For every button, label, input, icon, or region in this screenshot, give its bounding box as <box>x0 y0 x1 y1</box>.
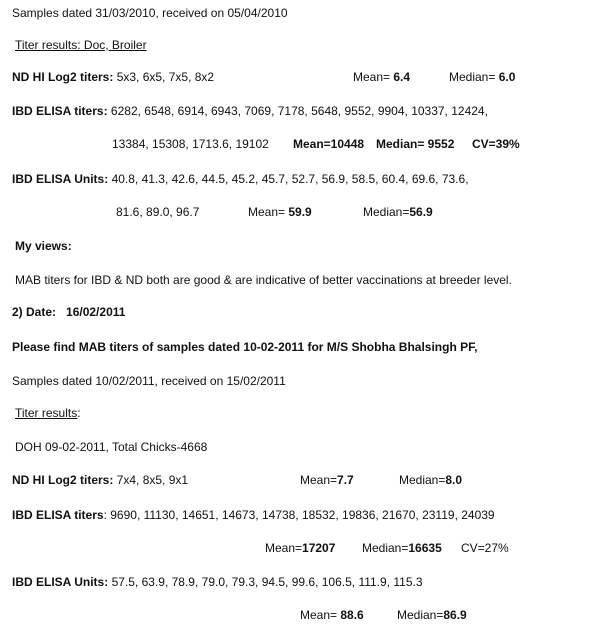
ibd-elisa-units-label-1: IBD ELISA Units: <box>12 172 109 186</box>
samples-dated-line-2 <box>12 374 286 388</box>
samples-dated-text-1: Samples dated 31/03/2010, received on 05/04/2010 <box>12 6 288 20</box>
nd-hi-label-2: ND HI Log2 titers: <box>12 473 114 487</box>
please-find-line <box>12 340 477 354</box>
ibd-elisa-units-median-value-1: 56.9 <box>409 205 433 219</box>
titer-results-label-2: Titer results <box>15 406 78 420</box>
ibd-elisa-units-median-label-1: Median= <box>363 205 410 219</box>
samples-dated-text-2: Samples dated 10/02/2011, received on 15/02/2011 <box>12 374 286 388</box>
nd-hi-mean-value-1: 6.4 <box>393 70 411 84</box>
ibd-elisa-units-mean-value-2: 88.6 <box>340 608 364 622</box>
nd-hi-label-1: ND HI Log2 titers: <box>12 70 114 84</box>
ibd-elisa-titers-values-1b: 13384, 15308, 1713.6, 19102 <box>112 137 269 151</box>
nd-hi-median-value-1: 6.0 <box>498 70 516 84</box>
ibd-elisa-titers-label-2: IBD ELISA titers <box>12 508 104 522</box>
titer-results-line-2 <box>15 406 81 420</box>
ibd-elisa-units-line-2 <box>12 575 423 589</box>
nd-hi-median-label-2: Median= <box>399 473 446 487</box>
ibd-elisa-units-median-label-2: Median= <box>397 608 444 622</box>
nd-hi-line-2 <box>12 473 188 487</box>
ibd-elisa-units-values-1a: 40.8, 41.3, 42.6, 44.5, 45.2, 45.7, 52.7, 56.9, 58.5, 60.4, 69.6, 73.6, <box>111 172 469 186</box>
my-views-body: MAB titers for IBD & ND both are good & are indicative of better vaccinations at breeder level. <box>15 273 512 287</box>
nd-hi-median-value-2: 8.0 <box>445 473 463 487</box>
titer-results-colon-2: : <box>77 406 81 420</box>
ibd-elisa-titers-label-1: IBD ELISA titers: <box>12 104 108 118</box>
my-views-text <box>15 273 512 287</box>
ibd-elisa-units-line-1b <box>116 205 199 219</box>
nd-hi-median-2 <box>399 473 462 487</box>
ibd-elisa-units-line-1 <box>12 172 469 186</box>
doh-line <box>15 440 207 454</box>
nd-hi-mean-label-2: Mean= <box>300 473 338 487</box>
ibd-elisa-titers-line-2 <box>12 508 495 522</box>
nd-hi-mean-1 <box>353 70 410 84</box>
ibd-elisa-titers-median-1 <box>376 137 454 151</box>
ibd-elisa-units-mean-value-1: 59.9 <box>288 205 312 219</box>
ibd-elisa-titers-line-1 <box>12 104 488 118</box>
nd-hi-median-label-1: Median= <box>449 70 496 84</box>
titer-results-label-1: Titer results: <box>15 38 81 52</box>
date-line <box>12 305 125 319</box>
ibd-elisa-titers-median-label-2: Median= <box>362 541 409 555</box>
titer-results-value-1: Doc, Broiler <box>80 38 147 52</box>
ibd-elisa-units-values-1b: 81.6, 89.0, 96.7 <box>116 205 200 219</box>
date-value: 16/02/2011 <box>66 305 126 319</box>
ibd-elisa-units-median-value-2: 86.9 <box>443 608 467 622</box>
my-views-heading-text: My views: <box>15 239 72 253</box>
nd-hi-values-1: 5x3, 6x5, 7x5, 8x2 <box>116 70 215 84</box>
ibd-elisa-units-mean-2 <box>300 608 364 622</box>
ibd-elisa-units-label-2: IBD ELISA Units: <box>12 575 109 589</box>
nd-hi-values-2: 7x4, 8x5, 9x1 <box>116 473 189 487</box>
titer-results-line-1 <box>15 38 147 52</box>
ibd-elisa-units-values-2: 57.5, 63.9, 78.9, 79.0, 79.3, 94.5, 99.6, 106.5, 111.9, 115.3 <box>111 575 423 589</box>
ibd-elisa-titers-median-text-1: Median= 9552 <box>376 137 455 151</box>
nd-hi-median-1 <box>449 70 515 84</box>
ibd-elisa-titers-mean-text-1: Mean=10448 <box>293 137 365 151</box>
ibd-elisa-titers-cv-text-1: CV=39% <box>472 137 520 151</box>
ibd-elisa-titers-mean-value-2: 17207 <box>302 541 336 555</box>
nd-hi-mean-2 <box>300 473 354 487</box>
samples-dated-line-1 <box>12 6 288 20</box>
ibd-elisa-units-mean-label-2: Mean= <box>300 608 338 622</box>
ibd-elisa-titers-mean-1 <box>293 137 364 151</box>
ibd-elisa-titers-values-1a: 6282, 6548, 6914, 6943, 7069, 7178, 5648, 9552, 9904, 10337, 12424, <box>110 104 488 118</box>
ibd-elisa-units-median-2 <box>397 608 467 622</box>
ibd-elisa-units-mean-1 <box>248 205 312 219</box>
ibd-elisa-titers-median-2 <box>362 541 442 555</box>
date-label: 2) Date: <box>12 305 57 319</box>
ibd-elisa-titers-mean-2 <box>265 541 335 555</box>
ibd-elisa-titers-cv-2 <box>461 541 509 555</box>
nd-hi-mean-value-2: 7.7 <box>337 473 354 487</box>
ibd-elisa-titers-values-2: : 9690, 11130, 14651, 14673, 14738, 18532, 19836, 21670, 23119, 24039 <box>103 508 495 522</box>
nd-hi-mean-label-1: Mean= <box>353 70 391 84</box>
my-views-heading <box>15 239 72 253</box>
ibd-elisa-titers-mean-label-2: Mean= <box>265 541 303 555</box>
doh-text: DOH 09-02-2011, Total Chicks-4668 <box>15 440 208 454</box>
nd-hi-line-1 <box>12 70 214 84</box>
ibd-elisa-titers-cv-1 <box>472 137 520 151</box>
ibd-elisa-titers-line-1b <box>112 137 269 151</box>
ibd-elisa-titers-cv-text-2: CV=27% <box>461 541 509 555</box>
ibd-elisa-units-median-1 <box>363 205 433 219</box>
please-find-text: Please find MAB titers of samples dated 10-02-2011 for M/S Shobha Bhalsingh PF, <box>12 340 478 354</box>
ibd-elisa-titers-median-value-2: 16635 <box>408 541 442 555</box>
ibd-elisa-units-mean-label-1: Mean= <box>248 205 286 219</box>
